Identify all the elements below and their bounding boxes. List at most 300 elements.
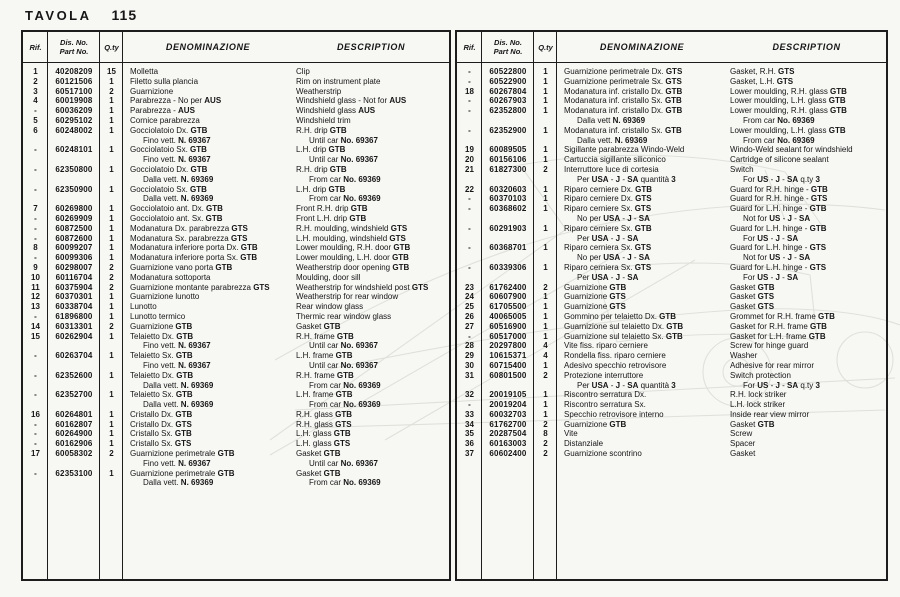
row-denominazione: Rondella fiss. riparo cerniere xyxy=(564,351,666,361)
parts-row xyxy=(23,253,449,263)
row-qty: 1 xyxy=(109,106,114,116)
parts-row xyxy=(457,312,886,322)
row-qty: 1 xyxy=(109,164,114,174)
row-qty: 4 xyxy=(543,341,548,351)
parts-row xyxy=(457,390,886,400)
row-denominazione: Protezione interruttore Per USA - J - SA quantità 3 xyxy=(564,370,676,390)
row-part-number: 60607900 xyxy=(489,292,527,302)
parts-row xyxy=(457,283,886,293)
row-description: Lower moulding, R.H. glass GTB xyxy=(730,86,847,96)
row-rif: - xyxy=(34,311,37,321)
row-denominazione: Specchio retrovisore interno xyxy=(564,409,664,419)
row-denominazione: Distanziale xyxy=(564,439,604,449)
row-part-number: 60089505 xyxy=(489,145,527,155)
row-qty: 1 xyxy=(109,302,114,312)
row-qty: 1 xyxy=(109,439,114,449)
row-part-number: 62352600 xyxy=(55,370,93,380)
row-qty: 2 xyxy=(543,164,548,174)
row-denominazione: Telaietto Dx. GTB Dalla vett. N. 69369 xyxy=(130,370,214,390)
row-part-number: 60522800 xyxy=(489,67,527,76)
row-main xyxy=(557,126,886,146)
row-qty: 1 xyxy=(109,468,114,478)
parts-row xyxy=(23,96,449,106)
row-part-number: 60099306 xyxy=(55,253,93,263)
row-part-number: 60375904 xyxy=(55,282,93,292)
parts-row xyxy=(23,312,449,322)
row-main xyxy=(123,234,449,244)
parts-row xyxy=(23,302,449,312)
row-rif: 35 xyxy=(465,429,474,439)
row-denominazione: Modanatura inferiore porta Dx. GTB xyxy=(130,243,258,253)
row-rif: - xyxy=(468,223,471,233)
row-description: R.H. glass GTB xyxy=(296,409,353,419)
row-qty: 2 xyxy=(109,272,114,282)
parts-row xyxy=(23,224,449,234)
row-denominazione: Modanatura inferiore porta Sx. GTB xyxy=(130,253,258,263)
row-description: R.H. moulding, windshield GTS xyxy=(296,223,408,233)
row-rif: - xyxy=(34,351,37,361)
row-rif: - xyxy=(34,184,37,194)
row-description: Gasket GTS xyxy=(730,292,775,302)
row-main xyxy=(557,410,886,420)
row-part-number: 60517100 xyxy=(55,86,93,96)
row-main xyxy=(123,243,449,253)
row-main xyxy=(123,449,449,469)
row-rif: 10 xyxy=(31,272,40,282)
row-rif: - xyxy=(468,125,471,135)
row-rif: 7 xyxy=(33,204,38,214)
row-part-number: 60162807 xyxy=(55,419,93,429)
row-qty: 2 xyxy=(109,282,114,292)
row-denominazione: Riscontro serratura Sx. xyxy=(564,400,646,410)
row-rif: 37 xyxy=(465,449,474,459)
row-main xyxy=(557,361,886,371)
row-main xyxy=(557,106,886,126)
parts-row xyxy=(23,449,449,469)
row-description: Adhesive for rear mirror xyxy=(730,360,815,370)
parts-row xyxy=(23,185,449,205)
row-denominazione: Guarnizione GTB xyxy=(130,321,193,331)
row-rif: 4 xyxy=(33,96,38,106)
row-qty: 2 xyxy=(543,419,548,429)
row-part-number: 20019204 xyxy=(489,400,527,410)
row-denominazione: Guarnizione xyxy=(130,86,174,96)
row-part-number: 20019105 xyxy=(489,390,527,400)
row-description: L.H. moulding, windshield GTS xyxy=(296,233,406,243)
parts-row xyxy=(457,410,886,420)
row-qty: 1 xyxy=(543,145,548,155)
row-part-number: 62353100 xyxy=(55,468,93,478)
row-main xyxy=(123,410,449,420)
row-denominazione: Guarnizione GTB xyxy=(564,419,627,429)
row-part-number: 60602400 xyxy=(489,449,527,459)
row-rif: 1 xyxy=(33,67,38,76)
row-part-number: 40208209 xyxy=(55,67,93,76)
row-main xyxy=(557,429,886,439)
row-main xyxy=(123,96,449,106)
row-denominazione: Gocciolatoio Sx. GTB Dalla vett. N. 69369 xyxy=(130,184,214,204)
row-rif: - xyxy=(468,204,471,214)
row-denominazione: Sigillante parabrezza Windo-Weld xyxy=(564,145,685,155)
row-qty: 1 xyxy=(543,125,548,135)
row-description: Gasket for R.H. frame GTB xyxy=(730,321,827,331)
row-description: Gasket GTS xyxy=(730,302,775,312)
row-qty: 1 xyxy=(543,204,548,214)
row-description: Screw xyxy=(730,429,753,439)
row-denominazione: Gocciolatoio ant. Sx. GTB xyxy=(130,213,223,223)
row-main xyxy=(557,204,886,224)
row-denominazione: Guarnizione perimetrale Dx. GTS xyxy=(564,67,683,76)
row-denominazione: Gocciolatoio Dx. GTB Fino vett. N. 69367 xyxy=(130,125,211,145)
row-denominazione: Lunotto termico xyxy=(130,311,186,321)
row-rif: - xyxy=(34,253,37,263)
row-denominazione: Guarnizione GTS xyxy=(564,292,626,302)
row-qty: 2 xyxy=(543,282,548,292)
row-rif: - xyxy=(34,233,37,243)
row-denominazione: Cristallo Dx. GTB xyxy=(130,409,193,419)
row-rif: 27 xyxy=(465,321,474,331)
row-part-number: 60036209 xyxy=(55,106,93,116)
parts-row xyxy=(457,194,886,204)
row-rif: 8 xyxy=(33,243,38,253)
parts-row xyxy=(23,126,449,146)
row-description: Gasket GTB xyxy=(730,419,775,429)
parts-row xyxy=(457,292,886,302)
row-description: R.H. frame GTB Until car No. 69367 xyxy=(296,331,378,351)
row-qty: 1 xyxy=(109,96,114,106)
row-part-number: 60264801 xyxy=(55,409,93,419)
row-rif: 16 xyxy=(31,409,40,419)
parts-row xyxy=(23,165,449,185)
row-part-number: 60163003 xyxy=(489,439,527,449)
row-rif: 25 xyxy=(465,302,474,312)
row-description: Gasket, L.H. GTS xyxy=(730,76,794,86)
row-description: Front R.H. drip GTB xyxy=(296,204,368,214)
row-rif: 31 xyxy=(465,370,474,380)
row-rif: 21 xyxy=(465,164,474,174)
row-main xyxy=(123,106,449,116)
row-description: R.H. drip GTB Until car No. 69367 xyxy=(296,125,378,145)
row-part-number: 60116704 xyxy=(55,272,93,282)
row-part-number: 61896800 xyxy=(55,311,93,321)
row-rif: 11 xyxy=(31,282,40,292)
row-description: R.H. lock striker xyxy=(730,390,787,400)
row-denominazione: Modanatura inf. cristallo Sx. GTB xyxy=(564,96,682,106)
row-denominazione: Guarnizione sul telaietto Sx. GTB xyxy=(564,331,683,341)
row-main xyxy=(557,96,886,106)
parts-row xyxy=(23,87,449,97)
parts-row xyxy=(23,116,449,126)
row-denominazione: Modanatura sottoporta xyxy=(130,272,211,282)
row-part-number: 60267903 xyxy=(489,96,527,106)
row-rif: 20 xyxy=(465,155,474,165)
row-main xyxy=(123,165,449,185)
row-qty: 1 xyxy=(543,311,548,321)
parts-table-left xyxy=(21,30,451,581)
row-denominazione: Parabrezza - No per AUS xyxy=(130,96,222,106)
row-rif: - xyxy=(34,439,37,449)
row-qty: 8 xyxy=(543,429,548,439)
row-denominazione: Modanatura inf. cristallo Dx. GTB xyxy=(564,86,683,96)
parts-row xyxy=(23,469,449,489)
row-rif: - xyxy=(34,145,37,155)
row-denominazione: Gocciolatoio ant. Dx. GTB xyxy=(130,204,223,214)
row-description: Windshield glass AUS xyxy=(296,106,376,116)
row-rif: - xyxy=(468,106,471,116)
row-denominazione: Modanatura Dx. parabrezza GTS xyxy=(130,223,248,233)
row-main xyxy=(123,185,449,205)
row-description: Guard for L.H. hinge - GTS For US - J - SA xyxy=(730,262,827,282)
parts-row xyxy=(23,371,449,391)
row-part-number: 60320603 xyxy=(489,184,527,194)
row-qty: 1 xyxy=(543,67,548,76)
row-description: Rear window glass xyxy=(296,302,364,312)
row-denominazione: Cartuccia sigillante siliconico xyxy=(564,155,666,165)
row-description: Gasket for L.H. frame GTB xyxy=(730,331,826,341)
row-denominazione: Guarnizione GTB xyxy=(564,282,627,292)
parts-row xyxy=(23,351,449,371)
row-description: Weatherstrip xyxy=(296,86,342,96)
header-denominazione: DENOMINAZIONE xyxy=(599,41,685,52)
row-qty: 1 xyxy=(109,243,114,253)
row-rif: - xyxy=(34,106,37,116)
row-main xyxy=(123,273,449,283)
row-denominazione: Telaietto Sx. GTB Fino vett. N. 69367 xyxy=(130,351,211,370)
row-description: Gasket GTB xyxy=(730,282,775,292)
row-rif: 18 xyxy=(465,86,474,96)
row-part-number: 40065005 xyxy=(489,311,527,321)
row-part-number: 60516900 xyxy=(489,321,527,331)
row-rif: - xyxy=(34,390,37,400)
row-qty: 1 xyxy=(543,302,548,312)
parts-row xyxy=(457,371,886,391)
row-denominazione: Guarnizione scontrino xyxy=(564,449,642,459)
row-description: Guard for R.H. hinge - GTB xyxy=(730,184,828,194)
row-main xyxy=(123,302,449,312)
row-part-number: 62352800 xyxy=(489,106,527,116)
row-qty: 1 xyxy=(109,390,114,400)
row-description: Switch protection For US - J - SA q.ty 3 xyxy=(730,370,820,390)
row-denominazione: Guarnizione montante parabrezza GTS xyxy=(130,282,270,292)
header-part-no: Dis. No. Part No. xyxy=(493,38,523,56)
row-description: Cartridge of silicone sealant xyxy=(730,155,829,165)
row-qty: 1 xyxy=(109,145,114,155)
row-qty: 1 xyxy=(543,409,548,419)
row-rif: - xyxy=(468,76,471,86)
row-description: Guard for L.H. hinge - GTB For US - J - SA xyxy=(730,223,827,243)
row-denominazione: Cristallo Sx. GTS xyxy=(130,439,192,449)
row-part-number: 60517000 xyxy=(489,331,527,341)
row-part-number: 60019908 xyxy=(55,96,93,106)
row-description: L.H. drip GTB From car No. 69369 xyxy=(296,184,381,204)
row-part-number: 60872500 xyxy=(55,223,93,233)
row-rif: - xyxy=(34,223,37,233)
parts-row xyxy=(457,332,886,342)
row-main xyxy=(123,429,449,439)
parts-table-right xyxy=(455,30,888,581)
parts-row xyxy=(457,420,886,430)
row-rif: 14 xyxy=(31,321,40,331)
row-main xyxy=(123,253,449,263)
row-denominazione: Gocciolatoio Dx. GTB Dalla vett. N. 69369 xyxy=(130,164,214,184)
row-part-number: 60338704 xyxy=(55,302,93,312)
parts-row xyxy=(457,429,886,439)
parts-row xyxy=(23,67,449,77)
parts-row xyxy=(457,351,886,361)
row-qty: 1 xyxy=(543,321,548,331)
row-denominazione: Modanatura Sx. parabrezza GTS xyxy=(130,233,248,243)
row-rif: 28 xyxy=(465,341,474,351)
parts-row xyxy=(23,243,449,253)
row-main xyxy=(123,67,449,77)
row-description: Lower moulding, R.H. door GTB xyxy=(296,243,411,253)
parts-row xyxy=(457,87,886,97)
row-main xyxy=(557,263,886,283)
row-rif: 19 xyxy=(465,145,474,155)
row-part-number: 60263704 xyxy=(55,351,93,361)
row-qty: 2 xyxy=(109,86,114,96)
row-qty: 1 xyxy=(109,253,114,263)
row-main xyxy=(557,185,886,195)
row-main xyxy=(557,77,886,87)
row-description: Spacer xyxy=(730,439,756,449)
row-rif: - xyxy=(34,419,37,429)
row-main xyxy=(123,312,449,322)
row-main xyxy=(123,469,449,489)
row-main xyxy=(557,87,886,97)
row-qty: 1 xyxy=(109,115,114,125)
row-denominazione: Riparo cerniera Sx. GTS No per USA - J - SA xyxy=(564,243,652,263)
row-denominazione: Riscontro serratura Dx. xyxy=(564,390,647,400)
row-part-number: 60313301 xyxy=(55,321,93,331)
row-main xyxy=(123,77,449,87)
parts-row xyxy=(23,429,449,439)
row-part-number: 60872600 xyxy=(55,233,93,243)
row-description: Guard for L.H. hinge - GTB Not for US - J - SA xyxy=(730,204,827,223)
row-description: Lower moulding, L.H. glass GTB xyxy=(730,96,846,106)
row-qty: 1 xyxy=(109,223,114,233)
table-header xyxy=(457,32,886,62)
row-denominazione: Guarnizione vano porta GTB xyxy=(130,262,233,272)
row-denominazione: Cornice parabrezza xyxy=(130,115,200,125)
row-part-number: 20287504 xyxy=(489,429,527,439)
row-part-number: 60298007 xyxy=(55,262,93,272)
row-main xyxy=(123,263,449,273)
header-description: DESCRIPTION xyxy=(772,41,841,52)
parts-row xyxy=(23,332,449,352)
row-denominazione: Guarnizione perimetrale Sx. GTS xyxy=(564,76,682,86)
row-description: Guard for L.H. hinge - GTS Not for US - J - SA xyxy=(730,243,827,263)
parts-row xyxy=(457,96,886,106)
row-rif: - xyxy=(468,67,471,76)
row-rif: - xyxy=(34,370,37,380)
row-main xyxy=(557,283,886,293)
row-rif: - xyxy=(34,213,37,223)
page-title-label: TAVOLA xyxy=(25,8,92,23)
table-body xyxy=(23,63,449,579)
row-description: Moulding, door sill xyxy=(296,272,361,282)
row-denominazione: Riparo cerniere Sx. GTB Per USA - J - SA xyxy=(564,223,652,243)
row-rif: 15 xyxy=(31,331,40,341)
parts-row xyxy=(23,234,449,244)
row-qty: 1 xyxy=(109,76,114,86)
row-part-number: 60032703 xyxy=(489,409,527,419)
row-description: L.H. frame GTB Until car No. 69367 xyxy=(296,351,378,370)
row-rif: 17 xyxy=(31,449,40,459)
parts-row xyxy=(23,322,449,332)
row-qty: 1 xyxy=(543,76,548,86)
row-rif: 22 xyxy=(465,184,474,194)
row-qty: 1 xyxy=(109,125,114,135)
row-main xyxy=(557,400,886,410)
row-main xyxy=(557,145,886,155)
row-qty: 1 xyxy=(543,194,548,204)
row-description: Weatherstrip door opening GTB xyxy=(296,262,410,272)
parts-row xyxy=(23,145,449,165)
row-qty: 1 xyxy=(543,400,548,410)
table-header xyxy=(23,32,449,62)
row-part-number: 60264900 xyxy=(55,429,93,439)
parts-row xyxy=(457,341,886,351)
parts-row xyxy=(23,390,449,410)
row-rif: 23 xyxy=(465,282,474,292)
row-rif: - xyxy=(34,429,37,439)
row-qty: 1 xyxy=(543,155,548,165)
row-qty: 1 xyxy=(543,96,548,106)
parts-row xyxy=(457,361,886,371)
row-denominazione: Modanatura inf. cristallo Dx. GTB Dalla vett N. 69369 xyxy=(564,106,683,125)
row-qty: 1 xyxy=(109,311,114,321)
row-description: Gasket GTB xyxy=(296,321,341,331)
parts-row xyxy=(457,224,886,244)
row-rif: 9 xyxy=(33,262,38,272)
row-part-number: 60291903 xyxy=(489,223,527,233)
row-rif: 34 xyxy=(465,419,474,429)
row-description: Grommet for R.H. frame GTB xyxy=(730,311,835,321)
row-main xyxy=(123,87,449,97)
row-description: L.H. glass GTB xyxy=(296,429,351,439)
row-part-number: 61705500 xyxy=(489,302,527,312)
row-rif: 32 xyxy=(465,390,474,400)
parts-row xyxy=(457,67,886,77)
row-main xyxy=(123,439,449,449)
row-qty: 1 xyxy=(109,409,114,419)
row-description: Lower moulding, R.H. glass GTB From car No. 69369 xyxy=(730,106,847,125)
row-rif: 24 xyxy=(465,292,474,302)
row-main xyxy=(557,292,886,302)
row-denominazione: Gocciolatoio Sx. GTB Fino vett. N. 69367 xyxy=(130,145,211,165)
table-body xyxy=(457,63,886,579)
row-description: Gasket xyxy=(730,449,756,459)
row-denominazione: Cristallo Sx. GTB xyxy=(130,429,192,439)
row-qty: 2 xyxy=(109,262,114,272)
row-denominazione: Interruttore luce di cortesia Per USA - J - SA quantità 3 xyxy=(564,164,676,184)
row-main xyxy=(557,390,886,400)
row-qty: 1 xyxy=(543,262,548,272)
row-main xyxy=(557,312,886,322)
row-main xyxy=(123,116,449,126)
row-description: Washer xyxy=(730,351,758,361)
parts-row xyxy=(457,145,886,155)
row-denominazione: Molletta xyxy=(130,67,159,76)
parts-row xyxy=(457,155,886,165)
header-qty: Q.ty xyxy=(538,42,553,52)
row-main xyxy=(557,341,886,351)
row-main xyxy=(557,194,886,204)
row-main xyxy=(557,322,886,332)
row-qty: 2 xyxy=(543,439,548,449)
parts-row xyxy=(23,439,449,449)
